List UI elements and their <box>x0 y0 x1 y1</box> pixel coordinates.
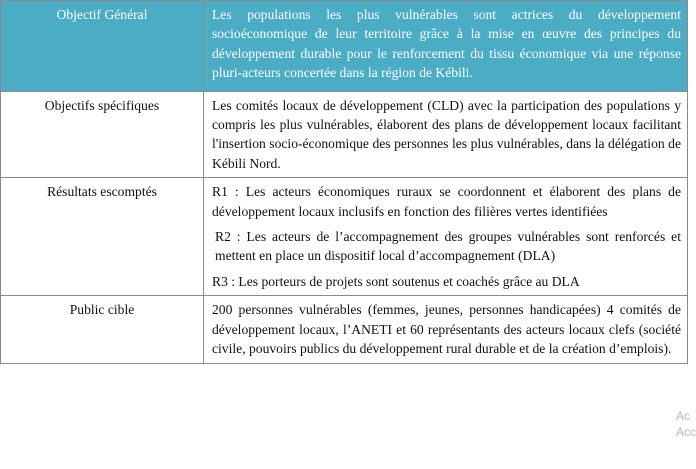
resultats-escomptes-label: Résultats escomptés <box>1 178 204 296</box>
row-resultats-escomptes <box>1 178 688 296</box>
result-r2: R2 : Les acteurs de l’accompagnement des groupes vulnérables sont renforcés et mettent en place un dispositif local d’accompagnement (DLA) <box>215 229 681 264</box>
resultats-escomptes-content <box>204 178 688 296</box>
row-public-cible <box>1 296 688 363</box>
objectif-general-text: Les populations les plus vulnérables sont actrices du développement socioéconomique de leur territoire grâce à la mise en œuvre des principes du développement durable pour le renforcement du tissu économique via une réponse pluri-acteurs concertée dans la région de Kébili. <box>204 1 688 92</box>
objectif-general-label: Objectif Général <box>1 1 204 92</box>
objectifs-specifiques-label: Objectifs spécifiques <box>1 91 204 178</box>
activation-watermark <box>676 408 696 440</box>
objectifs-specifiques-text: Les comités locaux de développement (CLD) avec la participation des populations y compris les plus vulnérables, élaborent des plans de développement locaux facilitant l'insertion socio-économique des personnes les plus vulnérables, dans la délégation de Kébili Nord. <box>204 91 688 178</box>
result-r3: R3 : Les porteurs de projets sont soutenus et coachés grâce au DLA <box>212 273 580 289</box>
public-cible-text: 200 personnes vulnérables (femmes, jeunes, personnes handicapées) 4 comités de développement locaux, l’ANETI et 60 représentants des acteurs locaux clefs (société civile, pouvoirs publics du développement rural durable et de la création d’emplois). <box>204 296 688 363</box>
row-objectifs-specifiques <box>1 91 688 178</box>
public-cible-label: Public cible <box>1 296 204 363</box>
watermark-line-2: Acc <box>676 425 696 439</box>
result-r1: R1 : Les acteurs économiques ruraux se coordonnent et élaborent des plans de développement locaux inclusifs en fonction des filières vertes identifiées <box>212 184 681 219</box>
watermark-line-1: Ac <box>676 409 691 423</box>
row-objectif-general <box>1 1 688 92</box>
